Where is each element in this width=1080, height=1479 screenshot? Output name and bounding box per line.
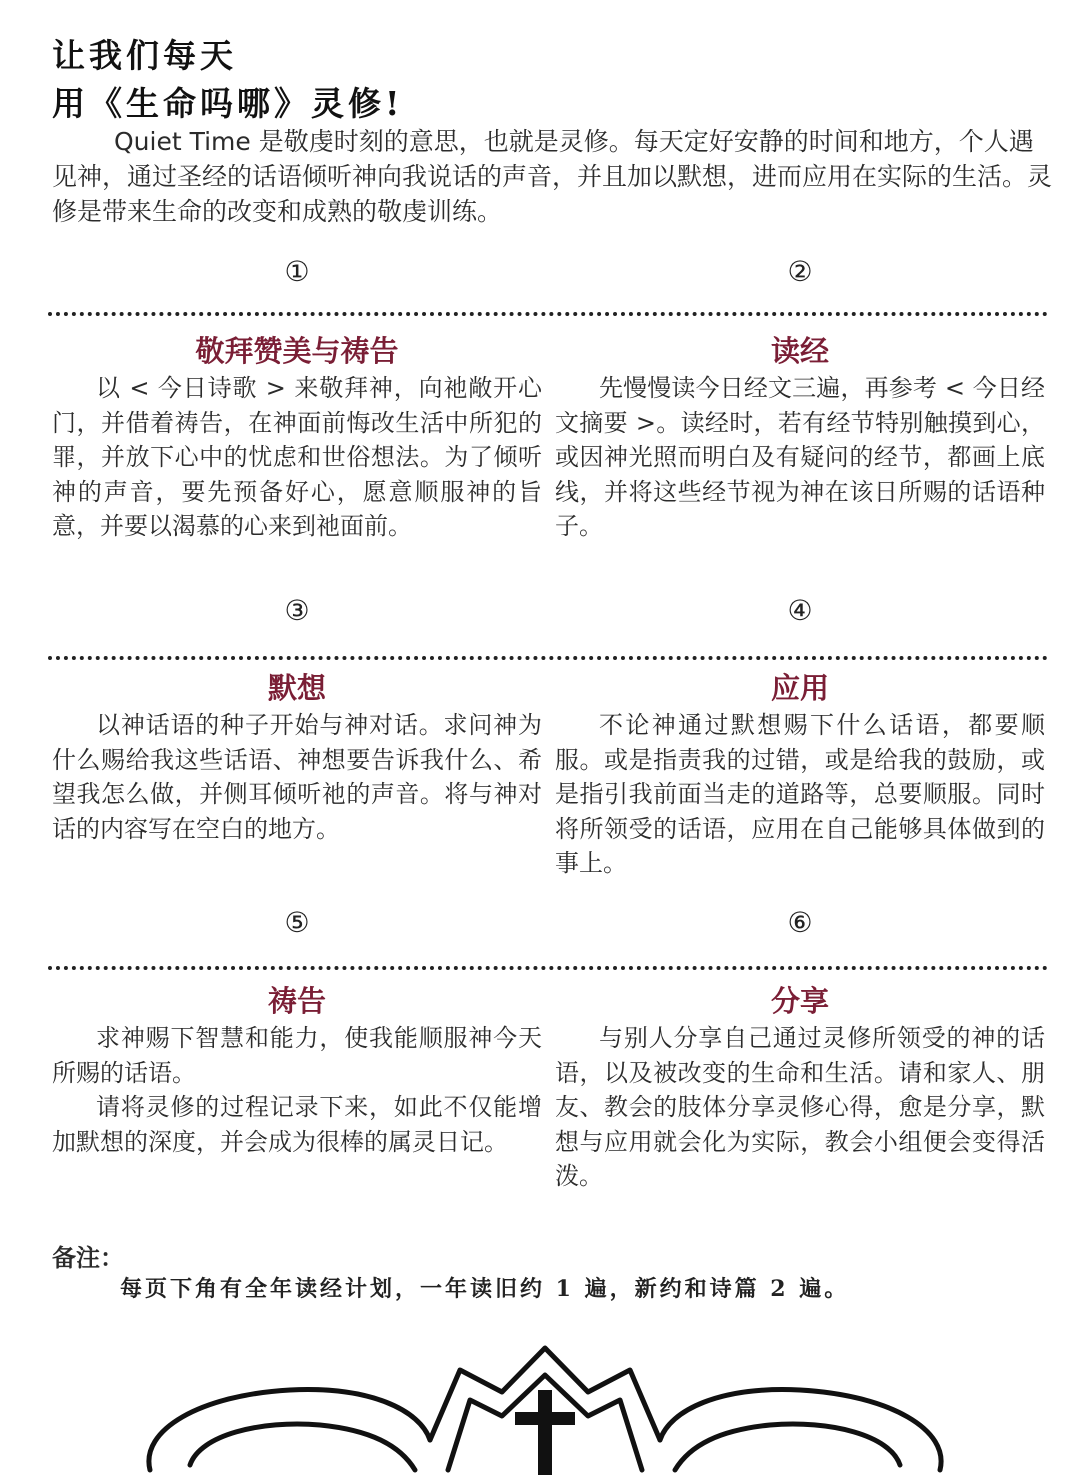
step-title: 敬拜赞美与祷告 — [195, 334, 399, 368]
step-body-second: 请将灵修的过程记录下来，如此不仅能增加默想的深度，并会成为很棒的属灵日记。 — [52, 1093, 542, 1156]
step-3 — [52, 591, 542, 631]
step-body: 以 < 今日诗歌 > 来敬拜神，向祂敞开心门，并借着祷告，在神面前悔改生活中所犯的罪，并放下心中的忧虑和世俗想法。为了倾听神的声音，要先预备好心，愿意顺服神的旨意，并要以渴慕的心来到祂面前。 — [52, 374, 542, 540]
step-body: 与别人分享自己通过灵修所领受的神的话语，以及被改变的生命和生活。请和家人、朋友、教会的肢体分享灵修心得，愈是分享，默想与应用就会化为实际，教会小组便会变得活泼。 — [555, 1024, 1045, 1190]
step-body: 以神话语的种子开始与神对话。求问神为什么赐给我这些话语、神想要告诉我什么、希望我怎么做，并侧耳倾听祂的声音。将与神对话的内容写在空白的地方。 — [52, 711, 542, 843]
step-2 — [555, 252, 1045, 292]
step-2-content — [555, 331, 1045, 544]
step-body: 不论神通过默想赐下什么话语，都要顺服。或是指责我的过错，或是给我的鼓励，或是指引我前面当走的道路等，总要顺服。同时将所领受的话语，应用在自己能够具体做到的事上。 — [555, 711, 1045, 877]
note-label: 备注： — [52, 1244, 124, 1272]
note-text: 每页下角有全年读经计划，一年读旧约 1 遍，新约和诗篇 2 遍。 — [120, 1276, 850, 1302]
step-1-content — [52, 331, 542, 544]
dotted-divider — [48, 966, 1048, 970]
step-6-content — [555, 981, 1045, 1194]
step-number: ② — [787, 255, 813, 288]
step-3-content — [52, 668, 542, 846]
step-title: 默想 — [267, 671, 326, 705]
step-4 — [555, 591, 1045, 631]
step-1 — [52, 252, 542, 292]
step-body: 先慢慢读今日经文三遍，再参考 < 今日经文摘要 >。读经时，若有经节特别触摸到心，或因神光照而明白及有疑问的经节，都画上底线，并将这些经节视为神在该日所赐的话语种子。 — [555, 374, 1045, 540]
step-number: ⑥ — [787, 906, 813, 939]
step-number: ④ — [787, 594, 813, 627]
crown-cross-ornament-icon — [130, 1330, 960, 1479]
step-number: ⑤ — [284, 906, 310, 939]
step-body: 求神赐下智慧和能力，使我能顺服神今天所赐的话语。 — [52, 1024, 542, 1087]
step-title: 读经 — [770, 334, 829, 368]
title-line-2: 用《生命吗哪》灵修! — [52, 84, 404, 123]
dotted-divider — [48, 312, 1048, 316]
intro-paragraph: Quiet Time 是敬虔时刻的意思，也就是灵修。每天定好安静的时间和地方，个人遇见神，通过圣经的话语倾听神向我说话的声音，并且加以默想，进而应用在实际的生活。灵修是带来生命的改变和成熟的敬虔训练。 — [52, 127, 1053, 226]
step-number: ① — [284, 255, 310, 288]
step-title: 分享 — [770, 984, 829, 1018]
step-4-content — [555, 668, 1045, 881]
step-title: 应用 — [770, 671, 829, 705]
step-5-content — [52, 981, 542, 1159]
step-5 — [52, 903, 542, 943]
title-line-1: 让我们每天 — [52, 36, 237, 75]
step-6 — [555, 903, 1045, 943]
step-title: 祷告 — [267, 984, 326, 1018]
step-number: ③ — [284, 594, 310, 627]
dotted-divider — [48, 656, 1048, 660]
